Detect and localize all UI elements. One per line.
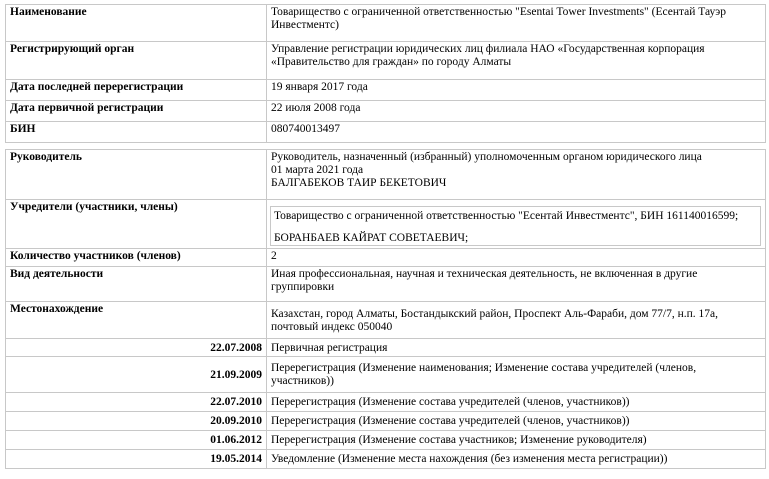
first-reg-label: Дата первичной регистрации <box>6 101 267 122</box>
history-event: Перерегистрация (Изменение состава учредителей (членов, участников)) <box>267 412 766 431</box>
history-date: 22.07.2010 <box>6 393 267 412</box>
activity-value: Иная профессиональная, научная и техническая деятельность, не включенная в другие группировки <box>267 267 766 302</box>
last-rereg-value: 19 января 2017 года <box>267 80 766 101</box>
history-date: 01.06.2012 <box>6 431 267 450</box>
first-reg-value: 22 июля 2008 года <box>267 101 766 122</box>
members-count-value: 2 <box>267 249 766 267</box>
row-head <box>6 150 766 200</box>
row-last-rereg <box>6 80 766 101</box>
registrar-value: Управление регистрации юридических лиц филиала НАО «Государственная корпорация «Правительство для граждан» по городу Алматы <box>267 42 766 80</box>
row-registrar <box>6 42 766 80</box>
registration-table <box>5 4 766 143</box>
members-count-label: Количество участников (членов) <box>6 249 267 267</box>
head-label: Руководитель <box>6 150 267 200</box>
history-event: Перерегистрация (Изменение состава учредителей (членов, участников)) <box>267 393 766 412</box>
bin-value: 080740013497 <box>267 122 766 143</box>
founders-label: Учредители (участники, члены) <box>6 200 267 249</box>
bin-label: БИН <box>6 122 267 143</box>
history-row <box>6 393 766 412</box>
history-date: 22.07.2008 <box>6 339 267 357</box>
name-value: Товарищество с ограниченной ответственностью "Esentai Tower Investments" (Есентай Тауэр Инвестментс) <box>267 5 766 42</box>
history-row <box>6 431 766 450</box>
row-bin <box>6 122 766 143</box>
row-name <box>6 5 766 42</box>
row-location <box>6 302 766 339</box>
row-activity <box>6 267 766 302</box>
history-event: Первичная регистрация <box>267 339 766 357</box>
history-event: Перерегистрация (Изменение наименования; Изменение состава учредителей (членов, участников)) <box>267 357 766 393</box>
history-row <box>6 412 766 431</box>
history-date: 21.09.2009 <box>6 357 267 393</box>
head-date: 01 марта 2021 года <box>271 164 364 176</box>
location-label: Местонахождение <box>6 302 267 339</box>
last-rereg-label: Дата последней перерегистрации <box>6 80 267 101</box>
founders-box <box>270 206 761 246</box>
head-value <box>267 150 766 200</box>
registrar-label: Регистрирующий орган <box>6 42 267 80</box>
row-first-reg <box>6 101 766 122</box>
head-name: БАЛГАБЕКОВ ТАИР БЕКЕТОВИЧ <box>271 177 447 189</box>
history-row <box>6 450 766 469</box>
founders-value <box>267 200 766 249</box>
founder-item: БОРАНБАЕВ КАЙРАТ СОВЕТАЕВИЧ; <box>274 232 469 244</box>
founder-item: Товарищество с ограниченной ответственностью "Есентай Инвестментс", БИН 161140016599; <box>274 210 739 222</box>
row-members-count <box>6 249 766 267</box>
name-label: Наименование <box>6 5 267 42</box>
details-table <box>5 149 766 469</box>
location-value: Казахстан, город Алматы, Бостандыкский район, Проспект Аль-Фараби, дом 77/7, н.п. 17а, почтовый индекс 050040 <box>267 302 766 339</box>
history-row <box>6 339 766 357</box>
head-position: Руководитель, назначенный (избранный) уполномоченным органом юридического лица <box>271 151 702 163</box>
history-date: 19.05.2014 <box>6 450 267 469</box>
activity-label: Вид деятельности <box>6 267 267 302</box>
history-row <box>6 357 766 393</box>
history-event: Перерегистрация (Изменение состава участников; Изменение руководителя) <box>267 431 766 450</box>
history-date: 20.09.2010 <box>6 412 267 431</box>
history-event: Уведомление (Изменение места нахождения (без изменения места регистрации)) <box>267 450 766 469</box>
row-founders <box>6 200 766 249</box>
